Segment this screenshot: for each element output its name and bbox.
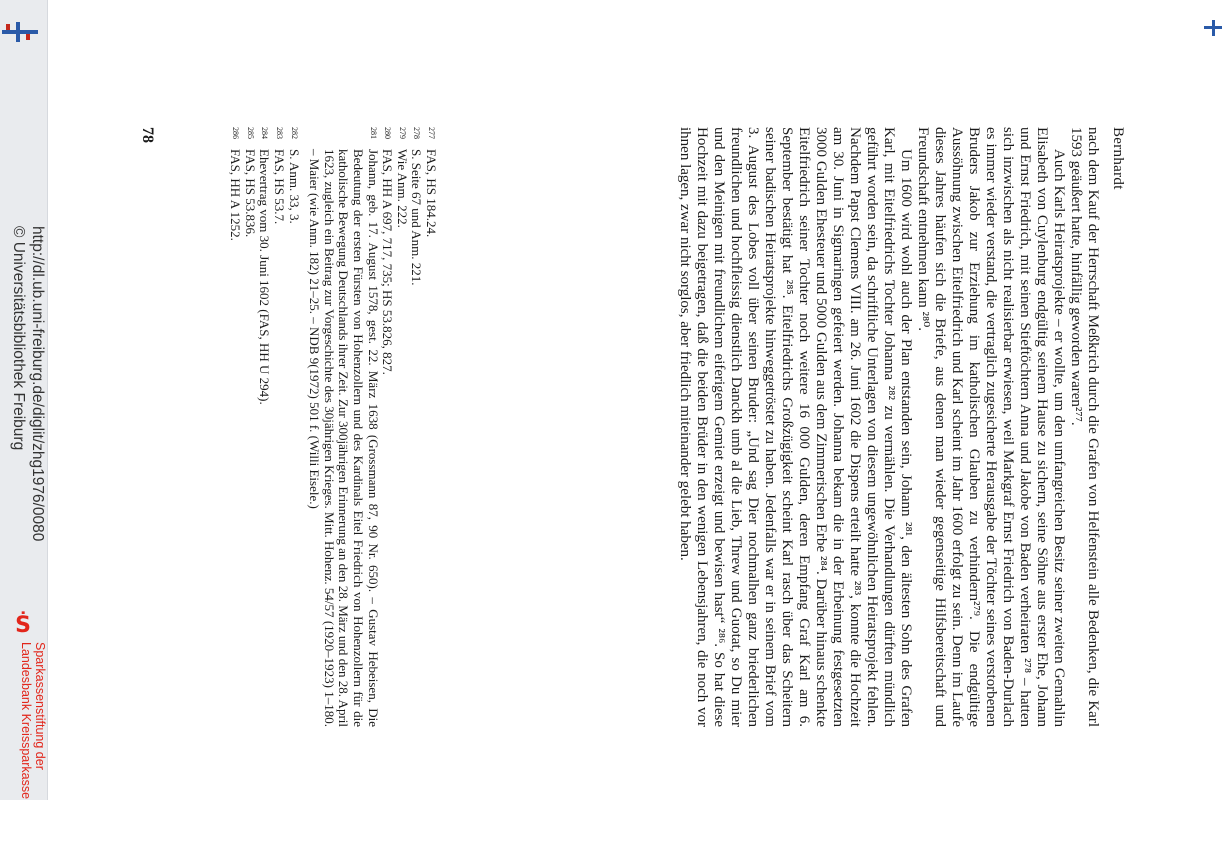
footnote-number: 281: [368, 127, 378, 139]
footnote-number: 278: [412, 127, 422, 139]
sparkasse-logo-icon: Ṡ: [15, 613, 31, 638]
body-text: [676, 127, 1101, 727]
document-url-text[interactable]: http://dl.ub.uni-freiburg.de/diglit/zhg1976/0080: [29, 226, 46, 542]
sponsor-credit: [19, 642, 47, 842]
footnote: [307, 127, 380, 727]
footnote: [257, 127, 272, 727]
paragraph: nach dem Kauf der Herrschaft Meßkrich durch die Grafen von Helfenstein alle Bedenken, die Karl 1593 geäußert hatte, hinfällig geworden waren²⁷⁷.: [1068, 127, 1101, 727]
footnote-text: Ehevertrag vom 30. Juni 1602 (FAS, HH U 294).: [257, 149, 273, 405]
footnote-number: 286: [231, 127, 241, 139]
footnote: [228, 127, 243, 727]
footnote-number: 283: [275, 127, 285, 139]
footnote-number: 279: [397, 127, 407, 139]
footnote-text: FAS, HS 53.836.: [242, 149, 258, 238]
footnote-text: FAS, HH A 697, 717, 735; HS 53.826, 827.: [380, 149, 396, 375]
scanned-book-page: [131, 127, 1126, 757]
footnote-number: 285: [245, 127, 255, 139]
sponsor-line-1: Sparkassenstiftung der: [33, 642, 47, 770]
paragraph: Um 1600 wird wohl auch der Plan entstanden sein, Johann ²⁸¹, den ältesten Sohn des Grafen Karl, mit Eitelfriedrichs Tochter Johanna ²⁸² zu vermählen. Die Verhandlungen dürften mündlich geführt worden sein, da schriftliche Unterlagen von diesem ungewöhnlichen Heiratsprojekt fehlen. Nachdem Papst Clemens VIII. am 26. Juni 1602 die Dispens erteilt hatte ²⁸³, konnte die Hochzeit am 30. Juni in Sigmaringen gefeiert werden. Johanna bekam die in der Erbeinung festgesetzten 3000 Gulden Ehesteuer und 5000 Gulden aus dem Zimmerischen Erbe ²⁸⁴. Darüber hinaus schenkte Eitelfriedrich seiner Tochter noch weitere 16 000 Gulden, deren Empfang Graf Karl am 6. September bestätigt hat ²⁸⁵. Eitelfriedrichs Großzügigkeit scheint Karl rasch über das Scheitern seiner badischen Heiratsprojekte hinweggetröstet zu haben. Jedenfalls war er in seinem Brief vom 3. August des Lobes voll über seinen Bruder: „Und sag Dier nochmalhen ganz briederlichen freundlichen und hochfleissig dienstlich Danckh umb al die Lieb, Threw und Guotat, so Du mier und den Meinigen mit freundlichem eiferigem Gemiet erzeigt und bewisen hast“ ²⁸⁶. So hat diese Hochzeit mit dazu beigetragen, daß die beiden Brüder in den wenigen Lebensjahren, die noch vor ihnen lagen, zwar nicht sorglos, aber friedlich miteinander gelebt haben.: [677, 127, 914, 727]
copyright-text: © Universitätsbibliothek Freiburg: [10, 226, 27, 451]
footnote-number: 280: [383, 127, 393, 139]
footnote: [409, 127, 424, 727]
footnotes: [228, 127, 438, 727]
footnote: [242, 127, 257, 727]
footnote-text: FAS, HS 184.24.: [424, 149, 439, 238]
footnote: [380, 127, 395, 727]
page-number: 78: [139, 127, 156, 143]
footnote-number: 284: [260, 127, 270, 139]
footnote-number: 282: [289, 127, 299, 139]
footnote: [394, 127, 409, 727]
footnote-text: S. Seite 67 und Anm. 221.: [409, 149, 425, 286]
footnote-number: 277: [427, 127, 436, 139]
footnote: [271, 127, 286, 727]
corner-logo-icon: [1204, 20, 1222, 36]
footnote-text: FAS, HS 53.7.: [272, 149, 288, 225]
footnote-text: FAS, HH A 1252.: [228, 149, 244, 241]
university-library-logo-icon: [2, 22, 38, 42]
viewer-sidebar: [0, 0, 48, 800]
footnote-text: Johann, geb. 17. August 1578, gest. 22. März 1638 (Grossmann 87, 90 Nr. 650). – Gustav Hebeisen, Die Bedeutung der ersten Fürsten von Hohenzollern und des Kardinals Eitel Friedrich von Hohenzollern für die katholische Bewegung Deutschlands ihrer Zeit. Zur 300jährigen Erinnerung an den 28. März und den 28. April 1623, zugleich ein Beitrag zur Vorgeschichte des 30jährigen Krieges. Mitt. Hohenz. 54/57 (1920–1923) 1–180. – Maier (wie Anm. 182) 21–25. – NDB 9(1972) 501 f. (Willi Eisele.): [307, 149, 381, 727]
footnote-text: Wie Anm. 222.: [394, 149, 410, 228]
paragraph: Auch Karls Heiratsprojekte – er wollte, um den umfangreichen Besitz seiner zweiten Gemahlin Elisabeth von Cuylenburg endgültig seinem Hause zu sichern, seine Söhne aus erster Ehe, Johann und Ernst Friedrich, mit seinen Stieftöchtern Anna und Jakobe von Baden verheiraten ²⁷⁸ – hatten sich inzwischen als nicht realisierbar erwiesen, weil Markgraf Ernst Friedrich von Baden-Durlach es immer wieder verstand, die vertraglich zugesicherte Herausgabe der Töchter seines verstorbenen Bruders Jakob zur Erziehung im katholischen Glauben zu verhindern²⁷⁹. Die endgültige Aussöhnung zwischen Eitelfriedrich und Karl scheint im Jahr 1600 erfolgt zu sein. Denn im Laufe dieses Jahres häufen sich die Briefe, aus denen man wieder gegenseitige Hilfsbereitschaft und Freundschaft entnehmen kann ²⁸⁰.: [915, 127, 1067, 727]
footnote-text: S. Anm. 33, 3.: [286, 149, 302, 224]
sponsor-line-2: Landesbank Kreissparkasse: [19, 642, 33, 800]
running-head: Bernhardt: [1110, 127, 1126, 190]
footnote: [423, 127, 438, 727]
footnote: [286, 127, 301, 727]
